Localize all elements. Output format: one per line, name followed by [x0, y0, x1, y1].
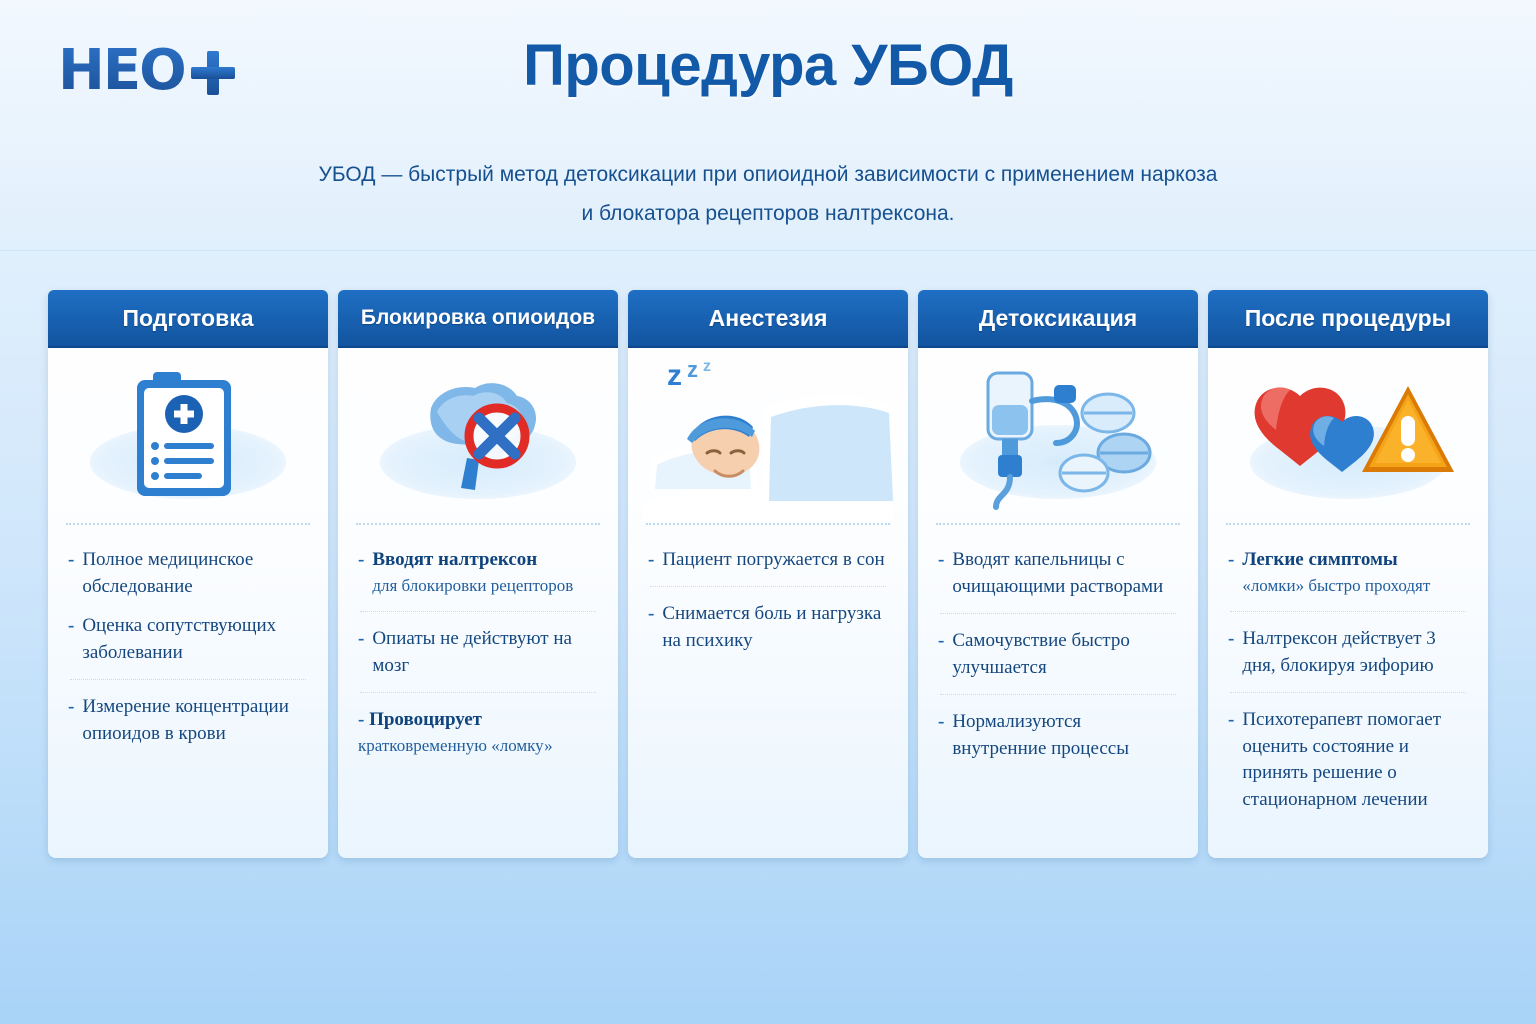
- list-item: [938, 626, 1178, 692]
- bullet-strong: Вводят налтрексон: [372, 549, 538, 570]
- list-item: [1228, 545, 1468, 609]
- bullet-separator: [650, 586, 886, 587]
- bullet-dash: -: [648, 549, 655, 570]
- stage-art-after-procedure: [1208, 348, 1488, 523]
- bullet-subtext: «ломки» быстро проходят: [1242, 575, 1431, 595]
- bullet-dash: -: [358, 708, 365, 730]
- list-item: [358, 705, 598, 759]
- bullet-dash: -: [68, 614, 75, 636]
- bullet-dash: -: [1228, 627, 1235, 649]
- bullet-text: Пациент погружается в сон: [662, 549, 885, 570]
- bullet-text: Опиаты не действуют на мозг: [372, 627, 572, 676]
- bullet-dash: -: [938, 710, 945, 732]
- stage-bullets-opioid-blocking: [338, 525, 618, 858]
- bullet-text: Вводят капельницы с очищающими растворами: [952, 549, 1164, 597]
- list-item: [1228, 624, 1468, 690]
- bullet-dash: -: [1228, 549, 1235, 570]
- bullet-separator: [360, 611, 596, 612]
- iv-drip-pills-icon: [958, 361, 1158, 511]
- bullet-dash: -: [358, 549, 365, 570]
- bullet-dash: -: [938, 549, 945, 570]
- stage-cards-row: [48, 290, 1488, 858]
- list-item: [68, 692, 308, 748]
- stage-art-detoxification: [918, 348, 1198, 523]
- bullet-dash: -: [938, 629, 945, 651]
- bullet-separator: [1230, 692, 1466, 693]
- list-item: [68, 611, 308, 677]
- bullet-dash: -: [358, 627, 365, 649]
- bullet-separator: [940, 613, 1176, 614]
- bullet-text: Полное медицинское обследование: [82, 549, 254, 597]
- stage-card-anesthesia: [628, 290, 908, 858]
- bullet-separator: [70, 679, 306, 680]
- bullet-text: Снимается боль и нагрузка на психику: [662, 602, 882, 651]
- list-item: [938, 707, 1178, 763]
- bullet-dash: -: [648, 602, 655, 624]
- bullet-text: Нормализуются внутренние процессы: [952, 710, 1129, 759]
- brand-logo-text: HEO: [58, 38, 185, 103]
- stage-card-detoxification: [918, 290, 1198, 858]
- stage-art-opioid-blocking: [338, 348, 618, 523]
- list-item: [1228, 705, 1468, 815]
- bullet-text: Измерение концентрации опиоидов в крови: [82, 695, 289, 744]
- stage-bullets-anesthesia: [628, 525, 908, 858]
- stage-title-preparation: Подготовка: [48, 290, 328, 348]
- list-item: [648, 599, 888, 655]
- bullet-separator: [940, 694, 1176, 695]
- bullet-strong: Провоцирует: [369, 708, 482, 730]
- bullet-text: Самочувствие быстро улучшается: [952, 629, 1130, 678]
- stage-bullets-detoxification: [918, 525, 1198, 858]
- bullet-subtext: кратковременную «ломку»: [358, 735, 553, 755]
- sleeping-patient-icon: [643, 351, 893, 521]
- list-item: [648, 545, 888, 584]
- clipboard-medical-icon: [123, 366, 253, 506]
- infographic-header: [0, 0, 1536, 251]
- list-item: [358, 624, 598, 690]
- stage-card-opioid-blocking: [338, 290, 618, 858]
- stage-bullets-preparation: [48, 525, 328, 858]
- bullet-text: [1242, 547, 1468, 599]
- bullet-dash: -: [1228, 708, 1235, 730]
- brain-blocked-icon: [393, 366, 563, 506]
- page-subtitle-line-1: УБОД — быстрый метод детоксикации при опиоидной зависимости с применением наркоза: [318, 163, 1218, 186]
- bullet-dash: -: [68, 549, 75, 570]
- page-subtitle: [168, 156, 1368, 234]
- stage-art-preparation: [48, 348, 328, 523]
- bullet-text: Оценка сопутствующих заболевании: [82, 614, 277, 663]
- stage-bullets-after-procedure: [1208, 525, 1488, 858]
- heart-warning-icon: [1238, 366, 1458, 506]
- bullet-subtext: для блокировки рецепторов: [372, 575, 574, 595]
- svg-text:z: z: [667, 358, 682, 392]
- bullet-dash: -: [68, 695, 75, 717]
- stage-card-after-procedure: [1208, 290, 1488, 858]
- stage-title-opioid-blocking: Блокировка опиоидов: [338, 290, 618, 348]
- bullet-text: [372, 547, 598, 599]
- stage-art-anesthesia: [628, 348, 908, 523]
- page-subtitle-line-2: и блокатора рецепторов налтрексона.: [581, 201, 955, 225]
- bullet-text: Налтрексон действует 3 дня, блокируя эифорию: [1242, 627, 1436, 676]
- stage-title-detoxification: Детоксикация: [918, 290, 1198, 348]
- list-item: [938, 545, 1178, 611]
- list-item: [358, 545, 598, 609]
- page-title: Процедура УБОД: [523, 33, 1013, 98]
- svg-text:z: z: [703, 357, 711, 375]
- bullet-separator: [1230, 611, 1466, 612]
- bullet-text: [358, 707, 598, 759]
- stage-title-after-procedure: После процедуры: [1208, 290, 1488, 348]
- svg-text:z: z: [687, 356, 698, 382]
- stage-card-preparation: [48, 290, 328, 858]
- stage-title-anesthesia: Анестезия: [628, 290, 908, 348]
- list-item: [68, 545, 308, 611]
- bullet-strong: Легкие симптомы: [1242, 549, 1398, 570]
- bullet-separator: [360, 692, 596, 693]
- bullet-text: Психотерапевт помогает оценить состояние и принять решение о стационарном лечении: [1242, 708, 1442, 811]
